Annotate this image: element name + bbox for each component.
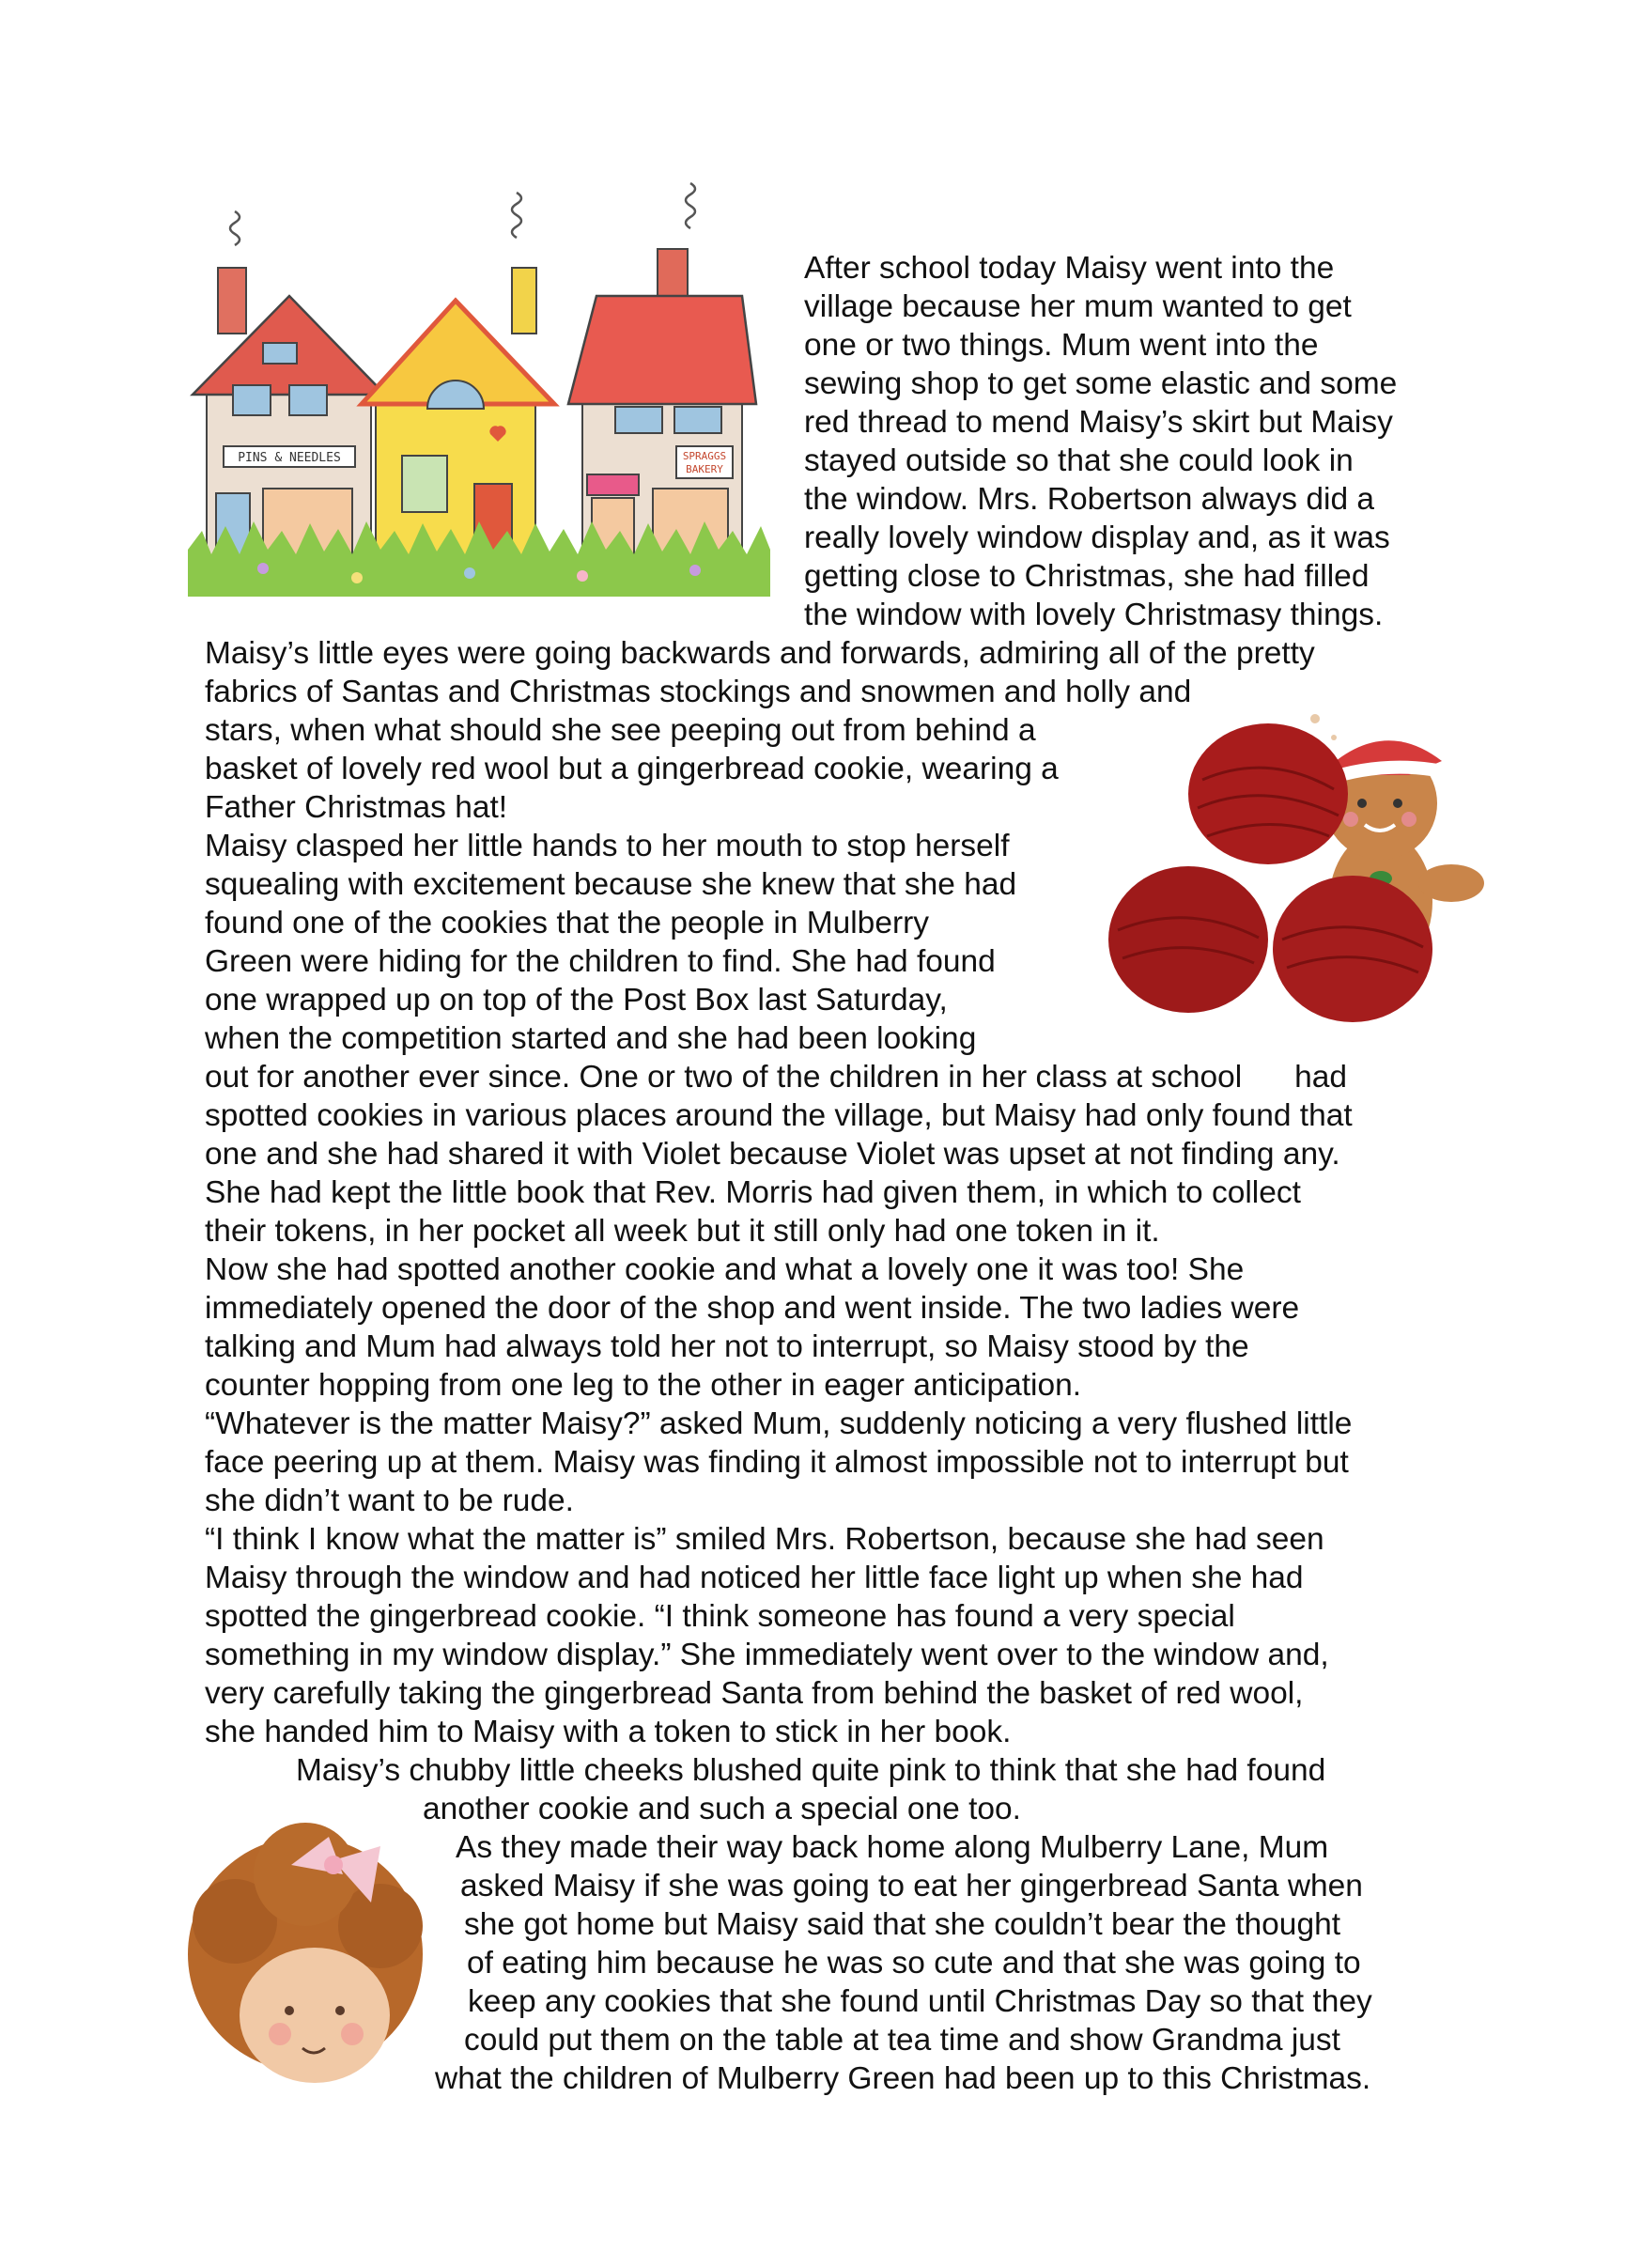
story-line: another cookie and such a special one too. — [423, 1792, 1021, 1826]
story-line: of eating him because he was so cute and that she was going to — [467, 1946, 1361, 1981]
story-line: what the children of Mulberry Green had been up to this Christmas. — [435, 2061, 1371, 2096]
story-line: very carefully taking the gingerbread Santa from behind the basket of red wool, — [205, 1676, 1304, 1711]
story-line: the window with lovely Christmasy things. — [804, 598, 1384, 632]
story-line: really lovely window display and, as it was — [804, 520, 1390, 555]
story-line: keep any cookies that she found until Christmas Day so that they — [468, 1984, 1372, 2019]
story-line: Maisy clasped her little hands to her mouth to stop herself — [205, 829, 1010, 863]
story-line: fabrics of Santas and Christmas stockings and snowmen and holly and — [205, 675, 1192, 709]
story-line: counter hopping from one leg to the other in eager anticipation. — [205, 1368, 1082, 1403]
story-line: village because her mum wanted to get — [804, 289, 1352, 324]
spraggs-sign-line1: SPRAGGS — [682, 450, 727, 462]
story-line: squealing with excitement because she knew that she had — [205, 867, 1017, 902]
story-line: Green were hiding for the children to find. She had found — [205, 944, 996, 979]
village-houses-illustration — [188, 174, 770, 597]
story-line: she handed him to Maisy with a token to stick in her book. — [205, 1715, 1012, 1749]
story-line: immediately opened the door of the shop and went inside. The two ladies were — [205, 1291, 1300, 1326]
story-line: sewing shop to get some elastic and some — [804, 366, 1398, 401]
story-line: could put them on the table at tea time and show Grandma just — [464, 2023, 1340, 2058]
maisy-doll-illustration — [178, 1818, 441, 2100]
story-line: out for another ever since. One or two of the children in her class at school had — [205, 1060, 1347, 1095]
story-line: Maisy through the window and had noticed her little face light up when she had — [205, 1561, 1304, 1595]
story-line: “Whatever is the matter Maisy?” asked Mum, suddenly noticing a very flushed little — [205, 1406, 1353, 1441]
story-line: one wrapped up on top of the Post Box last Saturday, — [205, 983, 948, 1017]
story-line: found one of the cookies that the people in Mulberry — [205, 906, 930, 940]
story-line: she got home but Maisy said that she couldn’t bear the thought — [464, 1907, 1341, 1942]
story-line: their tokens, in her pocket all week but it still only had one token in it. — [205, 1214, 1160, 1249]
story-line: asked Maisy if she was going to eat her gingerbread Santa when — [460, 1869, 1363, 1903]
story-line: red thread to mend Maisy’s skirt but Maisy — [804, 405, 1393, 440]
story-line: she didn’t want to be rude. — [205, 1484, 574, 1518]
story-line: stayed outside so that she could look in — [804, 443, 1354, 478]
story-line: one and she had shared it with Violet because Violet was upset at not finding any. — [205, 1137, 1340, 1172]
pins-needles-sign: PINS & NEEDLES — [238, 451, 341, 465]
story-line: the window. Mrs. Robertson always did a — [804, 482, 1375, 517]
story-line: getting close to Christmas, she had filled — [804, 559, 1370, 594]
story-line: Maisy’s little eyes were going backwards and forwards, admiring all of the pretty — [205, 636, 1315, 671]
story-line: talking and Mum had always told her not to interrupt, so Maisy stood by the — [205, 1329, 1249, 1364]
story-line: As they made their way back home along Mulberry Lane, Mum — [456, 1830, 1329, 1865]
bakery-sign-line2: BAKERY — [686, 463, 723, 475]
story-line: spotted cookies in various places around the village, but Maisy had only found that — [205, 1098, 1353, 1133]
story-line: spotted the gingerbread cookie. “I think someone has found a very special — [205, 1599, 1235, 1634]
story-line: when the competition started and she had been looking — [205, 1021, 977, 1056]
story-line: face peering up at them. Maisy was finding it almost impossible not to interrupt but — [205, 1445, 1349, 1480]
story-line: Father Christmas hat! — [205, 790, 508, 825]
story-line: Now she had spotted another cookie and what a lovely one it was too! She — [205, 1252, 1245, 1287]
story-line: basket of lovely red wool but a gingerbread cookie, wearing a — [205, 752, 1059, 786]
story-line: Maisy’s chubby little cheeks blushed quite pink to think that she had found — [296, 1753, 1326, 1788]
story-line: one or two things. Mum went into the — [804, 328, 1319, 363]
story-line: stars, when what should she see peeping out from behind a — [205, 713, 1036, 748]
story-line: something in my window display.” She immediately went over to the window and, — [205, 1638, 1329, 1672]
story-line: After school today Maisy went into the — [804, 251, 1335, 286]
story-line: “I think I know what the matter is” smiled Mrs. Robertson, because she had seen — [205, 1522, 1324, 1557]
story-line: She had kept the little book that Rev. Morris had given them, in which to collect — [205, 1175, 1301, 1210]
red-wool-gingerbread-illustration — [1099, 705, 1494, 1043]
